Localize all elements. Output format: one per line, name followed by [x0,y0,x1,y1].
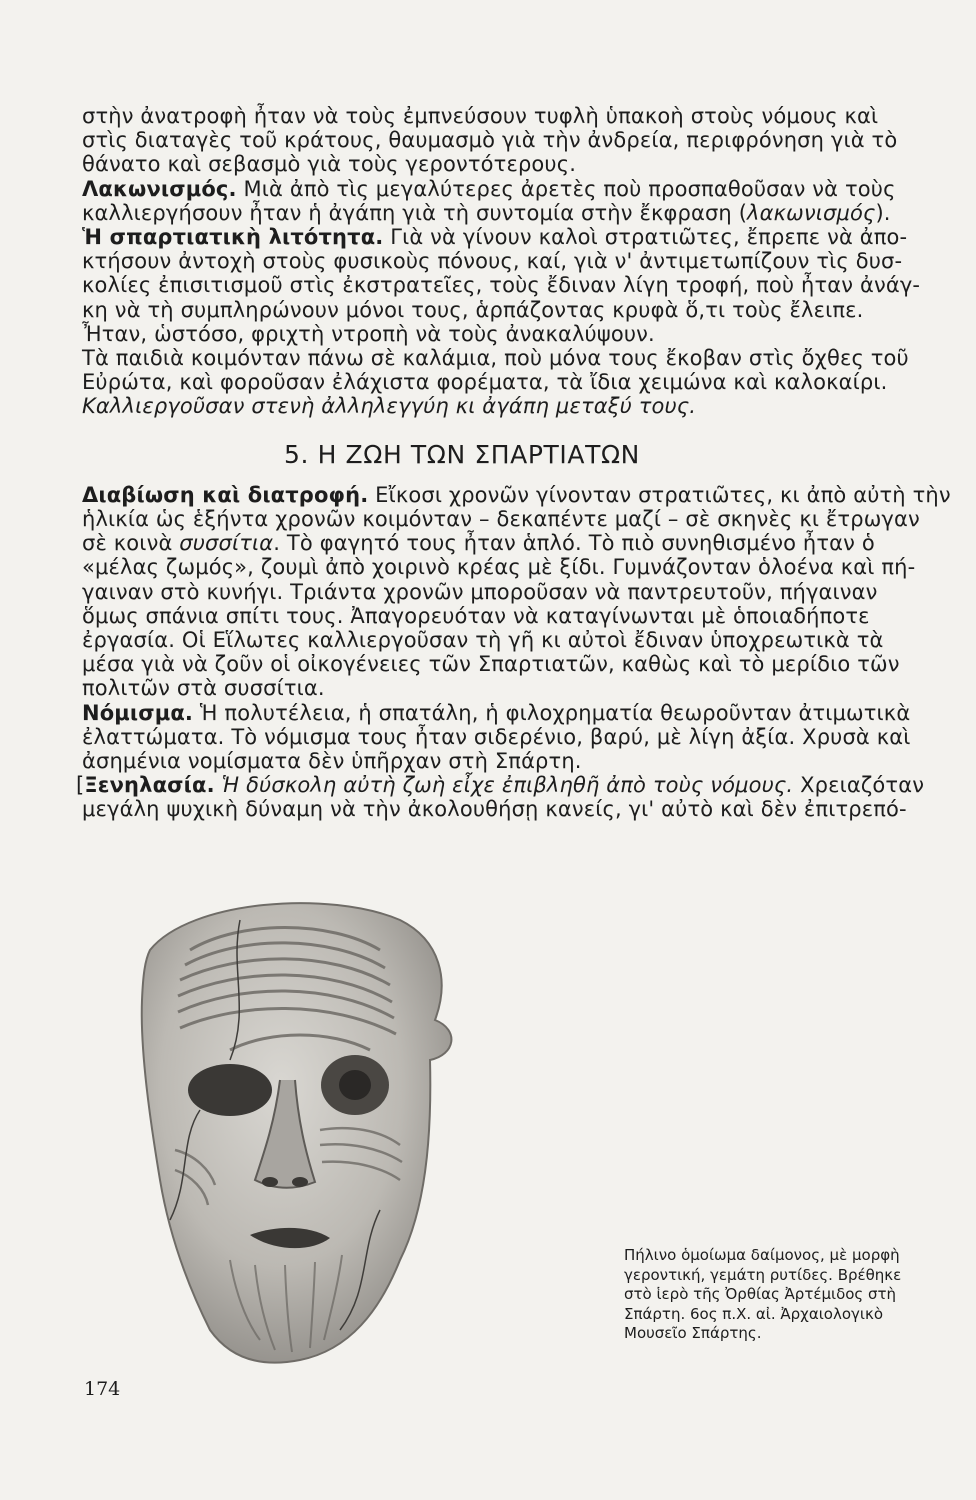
text-line: Ἦταν, ὡστόσο, φριχτὴ ντροπὴ νὰ τοὺς ἀνακαλύψουν. [82,321,655,346]
text-line: μεγάλη ψυχικὴ δύναμη νὰ τὴν ἀκολουθήσῃ κανείς, γι' αὐτὸ καὶ δὲν ἐπιτρεπό- [82,797,907,822]
text-line: μέσα γιὰ νὰ ζοῦν οἱ οἰκογένειες τῶν Σπαρτιατῶν, καθὼς καὶ τὸ μερίδιο τῶν [82,652,900,677]
text-line: κολίες ἐπισιτισμοῦ στὶς ἐκστρατεῖες, τοὺς ἔδιναν λίγη τροφή, ποὺ ἦταν ἀνάγ- [82,273,921,298]
text-line [82,201,962,225]
paragraph-nomisma [82,701,962,725]
text-line: ἐργασία. Οἱ Εἵλωτες καλλιεργοῦσαν τὴ γῆ κι αὐτοὶ ἔδιναν ὑποχρεωτικὰ τὰ [82,628,884,653]
text-line: Τὰ παιδιὰ κοιμόνταν πάνω σὲ καλάμια, ποὺ μόνα τους ἔκοβαν στὶς ὄχθες τοῦ [82,346,909,371]
text-span: Ἡ πολυτέλεια, ἡ σπατάλη, ἡ φιλοχρηματία θεωροῦνταν ἀτιμωτικὰ [193,700,911,725]
text-line: πολιτῶν στὰ συσσίτια. [82,676,325,701]
paragraph-diavosi [82,483,962,507]
text-line: ἀσημένια νομίσματα δὲν ὑπῆρχαν στὴ Σπάρτη. [82,749,582,774]
clay-mask-photo [80,880,490,1380]
page-number: 174 [84,1378,121,1400]
caption-line: στὸ ἱερὸ τῆς Ὀρθίας Ἀρτέμιδος στὴ [624,1285,897,1303]
italic-term: συσσίτια [179,531,274,556]
caption-line: Πήλινο ὁμοίωμα δαίμονος, μὲ μορφὴ [624,1246,900,1264]
text-line: ἐλαττώματα. Τὸ νόμισμα τους ἦταν σιδερένιο, βαρύ, μὲ λίγη ἀξία. Χρυσὰ καὶ [82,724,911,749]
text-line: ὅμως σπάνια σπίτι τους. Ἀπαγορευόταν νὰ καταγίνωνται μὲ ὁποιαδήποτε [82,603,870,628]
text-line [82,531,962,555]
text-span: Μιὰ ἀπὸ τὶς μεγαλύτερες ἀρετὲς ποὺ προσπαθοῦσαν νὰ τοὺς [236,176,896,201]
text-line: στὴν ἀνατροφὴ ἦταν νὰ τοὺς ἐμπνεύσουν τυφλὴ ὑπακοὴ στοὺς νόμους καὶ [82,104,879,128]
paragraph-heading: Ἡ σπαρτιατικὴ λιτότητα. [82,225,384,250]
italic-term: λακωνισμός [747,200,876,225]
text-line: κη νὰ τὴ συμπληρώνουν μόνοι τους, ἁρπάζοντας κρυφὰ ὅ,τι τοὺς ἔλειπε. [82,297,864,322]
caption-line: Μουσεῖο Σπάρτης. [624,1324,762,1342]
paragraph-heading: Διαβίωση καὶ διατροφή. [82,482,369,507]
clay-mask-image [80,880,490,1380]
paragraph-litotita [82,225,962,249]
text-span: Εἴκοσι χρονῶν γίνονταν στρατιῶτες, κι ἀπὸ αὐτὴ τὴν [368,482,951,507]
caption-line: Σπάρτη. 6ος π.Χ. αἰ. Ἀρχαιολογικὸ [624,1304,884,1323]
paragraph-heading: Ξενηλασία. [84,773,215,798]
paragraph-heading: Νόμισμα. [82,700,194,725]
paragraph-lakonismos [82,177,962,201]
text-span: καλλιεργήσουν ἦταν ἡ ἀγάπη γιὰ τὴ συντομία στὴν ἔκφραση ( [82,200,748,225]
text-line: Εὐρώτα, καὶ φοροῦσαν ἐλάχιστα φορέματα, τὰ ἴδια χειμώνα καὶ καλοκαίρι. [82,370,888,395]
caption-line: γεροντική, γεμάτη ρυτίδες. Βρέθηκε [624,1265,902,1284]
text-line: γαιναν στὸ κυνήγι. Τριάντα χρονῶν μποροῦσαν νὰ παντρευτοῦν, πήγαιναν [82,579,878,604]
text-line: «μέλας ζωμός», ζουμὶ ἀπὸ χοιρινὸ κρέας μὲ ξίδι. Γυμνάζονταν ὁλοένα καὶ πή- [82,555,916,580]
text-line: στὶς διαταγὲς τοῦ κράτους, θαυμασμὸ γιὰ τὴν ἀνδρεία, περιφρόνηση γιὰ τὸ [82,128,898,153]
section-heading: 5. Η ΖΩΗ ΤΩΝ ΣΠΑΡΤΙΑΤΩΝ [284,439,640,469]
body-text [76,104,962,822]
figure-caption [624,1246,974,1344]
italic-line: Καλλιεργοῦσαν στενὴ ἀλληλεγγύη κι ἀγάπη μεταξύ τους. [82,394,697,419]
bracket-mark: [ [76,773,85,798]
text-span: ). [875,200,891,225]
text-span: . Τὸ φαγητό τους ἦταν ἁπλό. Τὸ πιὸ συνηθισμένο ἦταν ὁ [273,531,875,556]
text-line: θάνατο καὶ σεβασμὸ γιὰ τοὺς γεροντότερους. [82,152,577,177]
text-line: ἡλικία ὡς ἑξήντα χρονῶν κοιμόνταν – δεκαπέντε μαζί – σὲ σκηνὲς κι ἔτρωγαν [82,507,920,532]
text-span: Γιὰ νὰ γίνουν καλοὶ στρατιῶτες, ἔπρεπε νὰ ἀπο- [383,225,908,250]
italic-text: Ἡ δύσκολη αὐτὴ ζωὴ εἶχε ἐπιβληθῆ ἀπὸ τοὺς νόμους. [214,773,794,798]
text-span: Χρειαζόταν [793,773,925,798]
paragraph-heading: Λακωνισμός. [82,176,237,201]
paragraph-xenilasia [76,773,962,797]
text-span: σὲ κοινὰ [82,531,180,556]
text-line: κτήσουν ἀντοχὴ στοὺς φυσικοὺς πόνους, καί, γιὰ ν' ἀντιμετωπίζουν τὶς δυσ- [82,249,903,274]
